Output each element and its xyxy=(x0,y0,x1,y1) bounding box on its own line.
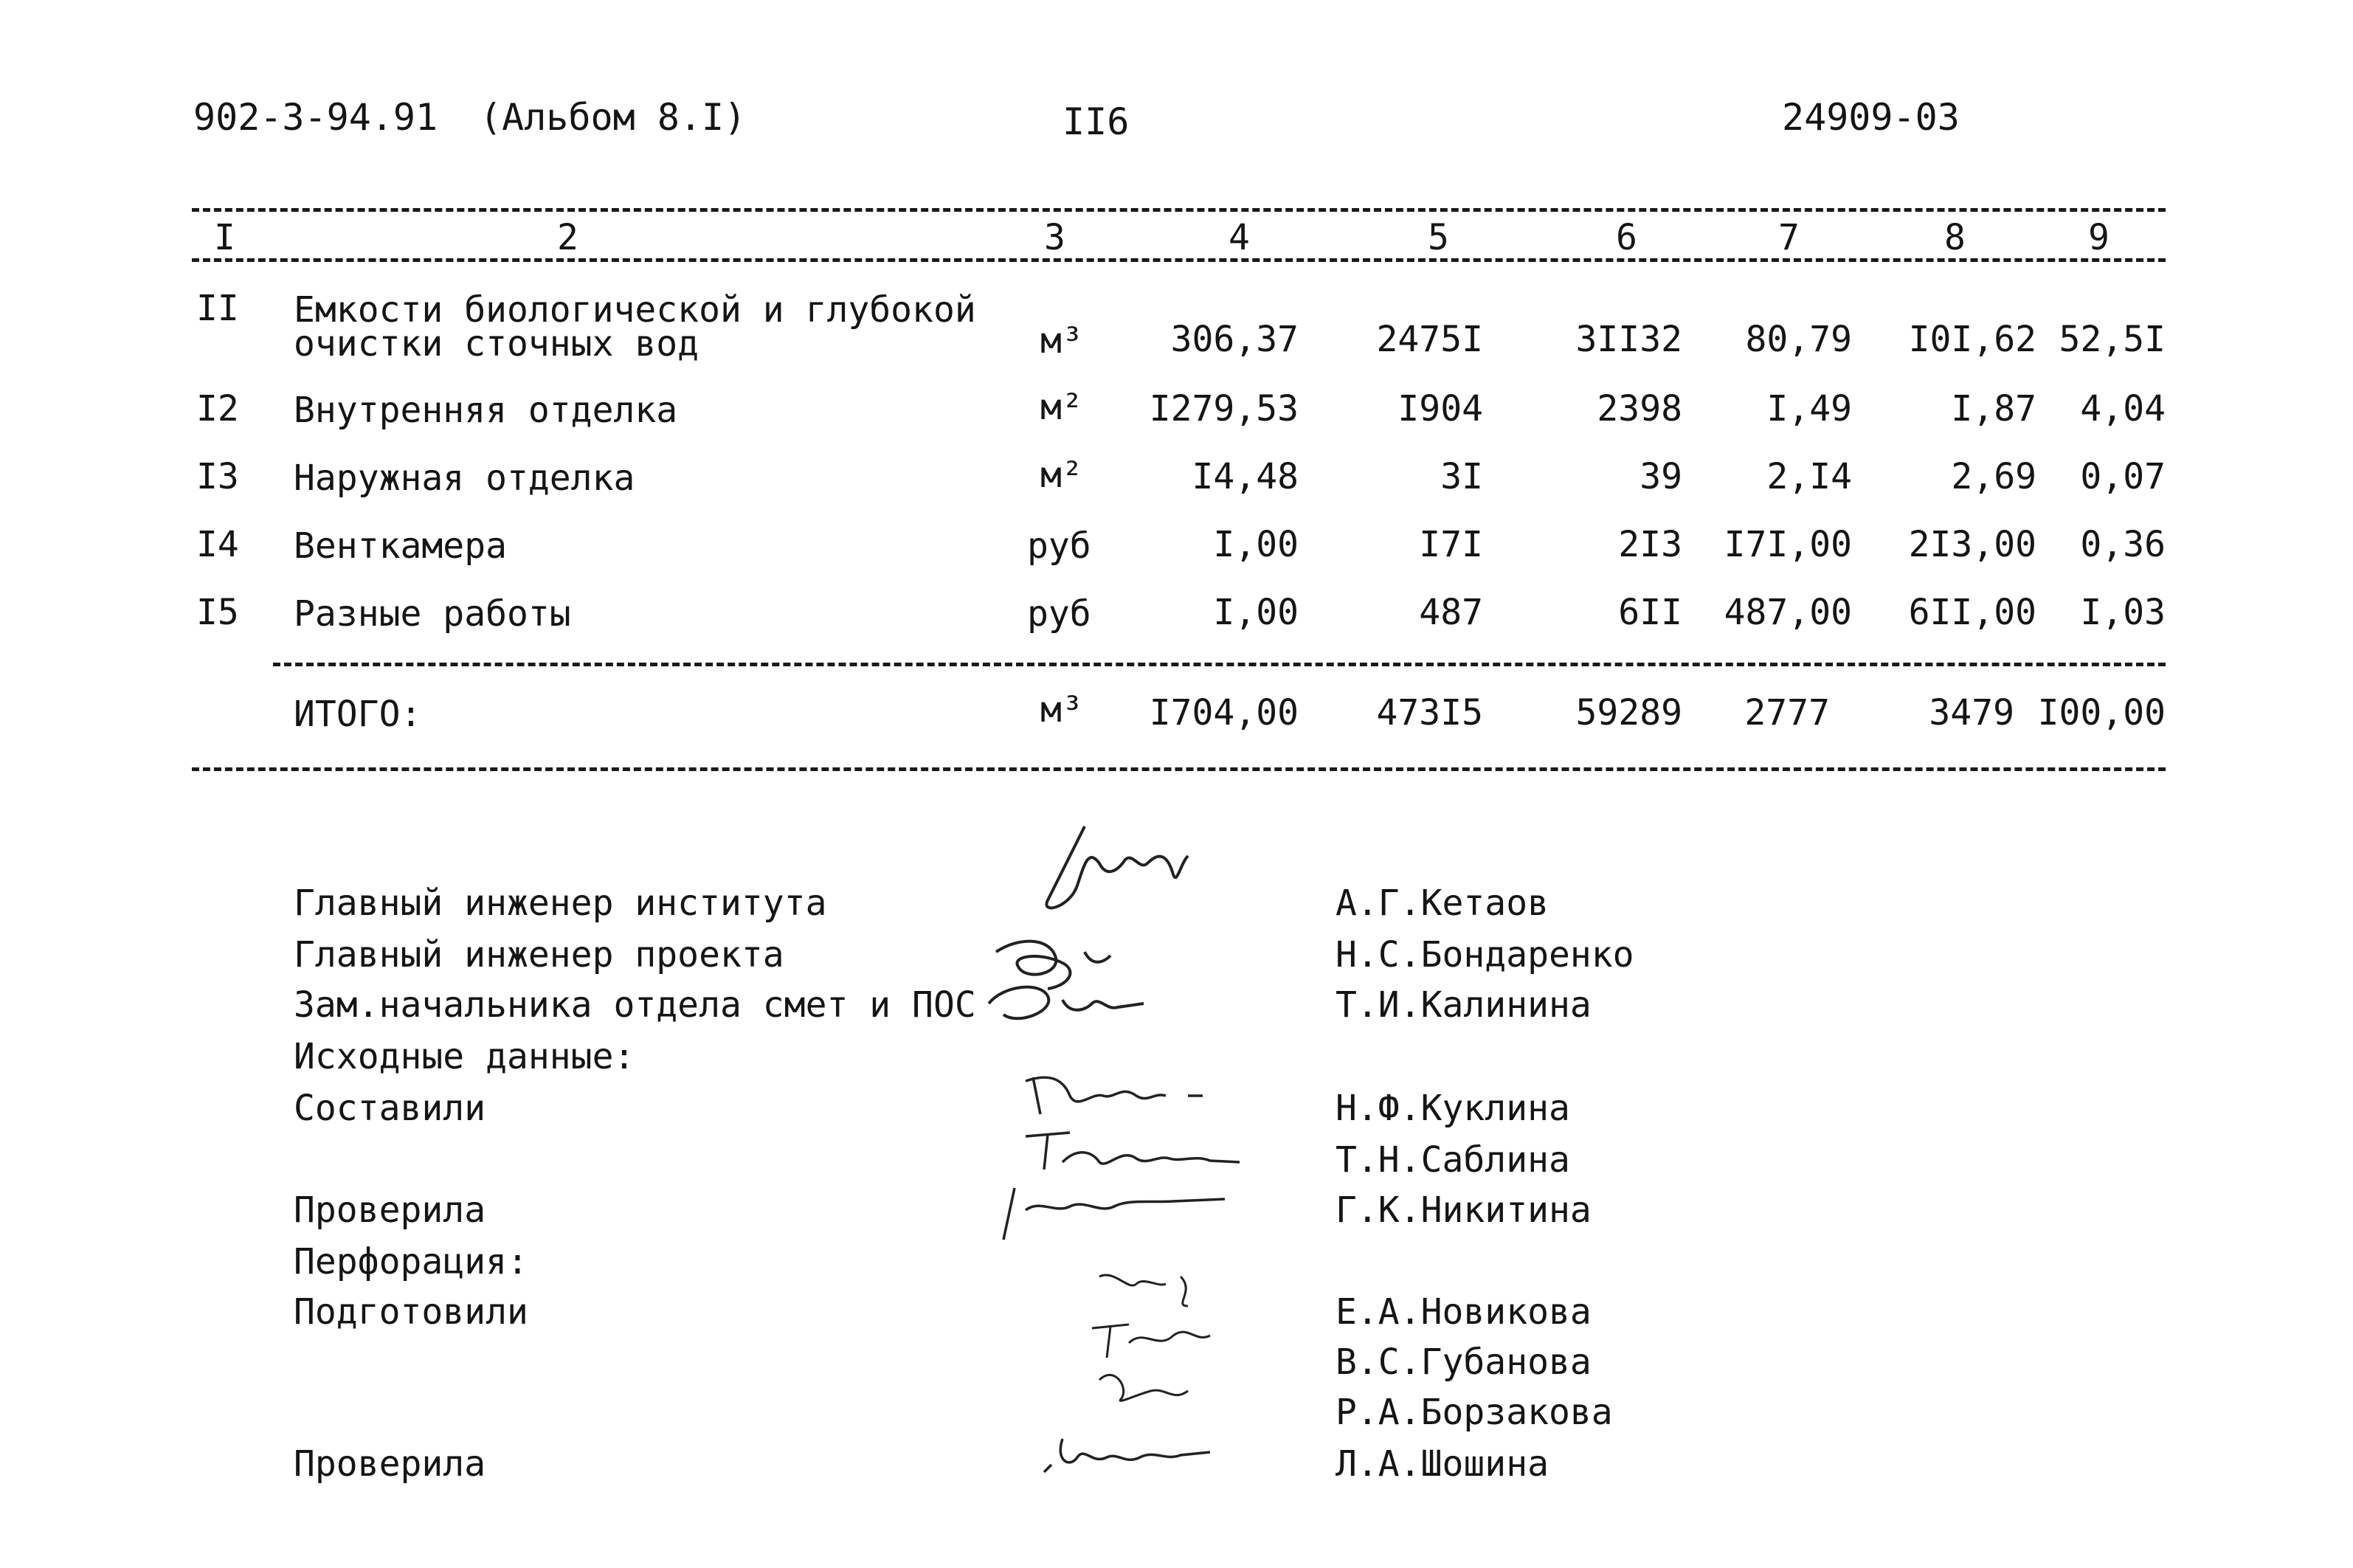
person-name: Л.А.Шошина xyxy=(1336,1443,1549,1485)
cell-col9: 4,04 xyxy=(2080,388,2166,429)
unit: м² xyxy=(1040,387,1083,428)
cell-col8: I0I,62 xyxy=(1908,319,2036,360)
cell-col8: I,87 xyxy=(1951,388,2036,429)
cell-col9: 52,5I xyxy=(2059,319,2166,360)
table-bottom-rule xyxy=(192,767,2166,771)
document-code: 902-3-94.91 xyxy=(193,96,438,139)
cell-col6: 2I3 xyxy=(1618,524,1682,565)
total-col6: 59289 xyxy=(1575,692,1682,733)
cell-col8: 2I3,00 xyxy=(1908,524,2036,565)
unit: м³ xyxy=(1040,689,1083,731)
row-number: I5 xyxy=(196,592,239,633)
handwritten-signature-stack xyxy=(1085,1262,1254,1431)
cell-col7: I,49 xyxy=(1766,388,1852,429)
header-bottom-rule xyxy=(192,258,2166,262)
cell-col5: 487 xyxy=(1419,592,1483,633)
row-number: I3 xyxy=(196,456,239,497)
person-name: Е.А.Новикова xyxy=(1336,1291,1592,1333)
cell-col9: 0,36 xyxy=(2080,524,2166,565)
item-name: Емкости биологической и глубокой xyxy=(294,289,976,331)
cell-col5: I7I xyxy=(1419,524,1483,565)
total-col4: I704,00 xyxy=(1149,692,1299,733)
column-number: 3 xyxy=(1044,217,1065,258)
column-number: 2 xyxy=(557,217,578,258)
cell-col9: 0,07 xyxy=(2080,456,2166,497)
column-number: 5 xyxy=(1428,217,1449,258)
person-name: Т.И.Калинина xyxy=(1336,984,1592,1026)
cell-col5: 2475I xyxy=(1376,319,1483,360)
total-col7: 2777 xyxy=(1744,692,1830,733)
cell-col4: I279,53 xyxy=(1149,388,1299,429)
total-col9: I00,00 xyxy=(2037,692,2166,733)
unit: руб xyxy=(1027,593,1091,635)
inventory-number: 24909-03 xyxy=(1782,96,1960,139)
column-number: 8 xyxy=(1944,217,1966,258)
role-label: Перфорация: xyxy=(294,1241,528,1282)
cell-col6: 2398 xyxy=(1597,388,1682,429)
cell-col6: 6II xyxy=(1618,592,1682,633)
role-label: Подготовили xyxy=(294,1291,528,1333)
total-col5: 473I5 xyxy=(1376,692,1483,733)
person-name: Н.С.Бондаренко xyxy=(1336,934,1634,975)
item-name: Внутренняя отделка xyxy=(294,390,678,431)
role-label: Исходные данные: xyxy=(294,1036,635,1077)
person-name: Т.Н.Саблина xyxy=(1336,1139,1570,1181)
cell-col7: 80,79 xyxy=(1745,319,1852,360)
total-label: ИТОГО: xyxy=(294,694,422,735)
column-number: I xyxy=(214,217,235,258)
item-name-continued: очистки сточных вод xyxy=(294,323,699,365)
cell-col6: 3II32 xyxy=(1575,319,1682,360)
cell-col4: I4,48 xyxy=(1192,456,1299,497)
table-top-rule xyxy=(192,208,2166,212)
role-label: Проверила xyxy=(294,1443,486,1485)
column-number: 6 xyxy=(1616,217,1637,258)
unit: м³ xyxy=(1040,320,1083,362)
unit: руб xyxy=(1027,525,1091,567)
item-name: Разные работы xyxy=(294,593,571,635)
album-label: (Альбом 8.I) xyxy=(480,96,747,139)
total-top-rule xyxy=(273,663,2166,666)
item-name: Наружная отделка xyxy=(294,457,635,499)
item-name: Венткамера xyxy=(294,525,507,567)
cell-col7: I7I,00 xyxy=(1724,524,1852,565)
person-name: Н.Ф.Куклина xyxy=(1336,1088,1570,1129)
page-number: II6 xyxy=(1063,100,1130,143)
cell-col8: 2,69 xyxy=(1951,456,2036,497)
role-label: Составили xyxy=(294,1088,486,1129)
role-label: Зам.начальника отдела смет и ПОС xyxy=(294,984,976,1026)
cell-col4: 306,37 xyxy=(1170,319,1299,360)
person-name: А.Г.Кетаов xyxy=(1336,883,1549,924)
person-name: Р.А.Борзакова xyxy=(1336,1392,1613,1433)
column-number: 7 xyxy=(1778,217,1800,258)
total-col8: 3479 xyxy=(1929,692,2014,733)
role-label: Проверила xyxy=(294,1189,486,1231)
cell-col4: I,00 xyxy=(1213,592,1299,633)
cell-col5: I904 xyxy=(1397,388,1483,429)
column-number: 4 xyxy=(1229,217,1250,258)
handwritten-signature xyxy=(974,974,1181,1040)
cell-col4: I,00 xyxy=(1213,524,1299,565)
handwritten-signature xyxy=(959,819,1225,922)
cell-col6: 39 xyxy=(1640,456,1682,497)
cell-col9: I,03 xyxy=(2080,592,2166,633)
row-number: I2 xyxy=(196,388,239,429)
person-name: Г.К.Никитина xyxy=(1336,1189,1592,1231)
cell-col5: 3I xyxy=(1440,456,1483,497)
cell-col7: 2,I4 xyxy=(1766,456,1852,497)
cell-col7: 487,00 xyxy=(1724,592,1852,633)
handwritten-signature xyxy=(996,1173,1240,1247)
role-label: Главный инженер проекта xyxy=(294,934,784,975)
column-number: 9 xyxy=(2088,217,2110,258)
person-name: В.С.Губанова xyxy=(1336,1341,1592,1383)
row-number: I4 xyxy=(196,524,239,565)
cell-col8: 6II,00 xyxy=(1908,592,2036,633)
row-number: II xyxy=(196,288,239,329)
unit: м² xyxy=(1040,455,1083,496)
handwritten-signature xyxy=(1033,1424,1225,1483)
role-label: Главный инженер института xyxy=(294,883,827,924)
